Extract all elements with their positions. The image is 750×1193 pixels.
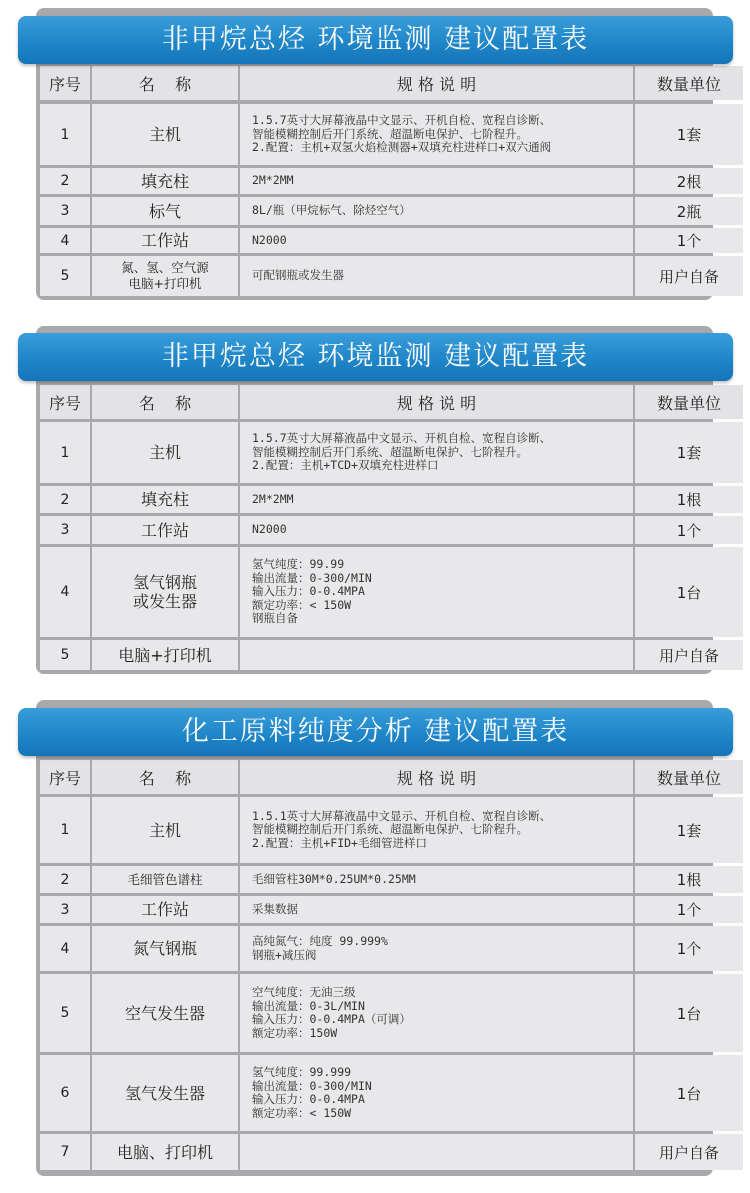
row-name: 填充柱 <box>92 486 238 513</box>
row-index: 5 <box>40 640 90 670</box>
row-spec: 1.5.1英寸大屏幕液晶中文显示、开机自检、宽程自诊断、 智能模糊控制后开门系统、超温断电保护、七阶程升。 2.配置：主机+FID+毛细管进样口 <box>240 797 633 863</box>
column-header: 名 称 <box>92 760 238 794</box>
table-title-banner: 非甲烷总烃 环境监测 建议配置表 <box>18 16 733 64</box>
row-quantity: 1套 <box>635 104 743 165</box>
row-index: 3 <box>40 197 90 225</box>
row-index: 4 <box>40 547 90 637</box>
row-spec: 可配钢瓶或发生器 <box>240 256 633 296</box>
row-quantity: 1套 <box>635 797 743 863</box>
row-quantity: 1个 <box>635 926 743 971</box>
row-name: 主机 <box>92 104 238 165</box>
row-index: 2 <box>40 168 90 194</box>
config-table-3 <box>36 700 721 1176</box>
row-spec: 毛细管柱30M*0.25UM*0.25MM <box>240 866 633 893</box>
row-index: 5 <box>40 256 90 296</box>
row-spec: 2M*2MM <box>240 486 633 513</box>
table-title-banner: 化工原料纯度分析 建议配置表 <box>18 708 733 756</box>
row-index: 3 <box>40 516 90 544</box>
row-name: 空气发生器 <box>92 974 238 1052</box>
column-header: 名 称 <box>92 385 238 419</box>
row-name: 标气 <box>92 197 238 225</box>
row-quantity: 2瓶 <box>635 197 743 225</box>
row-index: 4 <box>40 228 90 253</box>
row-index: 3 <box>40 896 90 923</box>
row-index: 1 <box>40 104 90 165</box>
column-header: 名 称 <box>92 66 238 100</box>
row-quantity: 1根 <box>635 866 743 893</box>
row-quantity: 2根 <box>635 168 743 194</box>
row-spec: N2000 <box>240 228 633 253</box>
column-header: 序号 <box>40 66 90 100</box>
column-header: 数量单位 <box>635 385 743 419</box>
row-index: 1 <box>40 422 90 483</box>
row-name: 氮、氢、空气源 电脑+打印机 <box>92 256 238 296</box>
row-name: 毛细管色谱柱 <box>92 866 238 893</box>
column-header: 序号 <box>40 760 90 794</box>
row-name: 氢气发生器 <box>92 1055 238 1131</box>
row-name: 氢气钢瓶 或发生器 <box>92 547 238 637</box>
row-spec: 氢气纯度：99.99 输出流量：0-300/MIN 输入压力：0-0.4MPA 额定功率：< 150W 钢瓶自备 <box>240 547 633 637</box>
row-quantity: 用户自备 <box>635 256 743 296</box>
row-name: 填充柱 <box>92 168 238 194</box>
row-spec <box>240 640 633 670</box>
row-spec: 高纯氮气：纯度 99.999% 钢瓶+减压阀 <box>240 926 633 971</box>
row-name: 氮气钢瓶 <box>92 926 238 971</box>
row-quantity: 1台 <box>635 547 743 637</box>
row-index: 5 <box>40 974 90 1052</box>
row-spec: 1.5.7英寸大屏幕液晶中文显示、开机自检、宽程自诊断、 智能模糊控制后开门系统、超温断电保护、七阶程升。 2.配置：主机+TCD+双填充柱进样口 <box>240 422 633 483</box>
row-quantity: 1个 <box>635 516 743 544</box>
column-header: 规 格 说 明 <box>240 385 633 419</box>
row-name: 电脑、打印机 <box>92 1134 238 1170</box>
column-header: 规 格 说 明 <box>240 66 633 100</box>
row-name: 工作站 <box>92 896 238 923</box>
row-spec: 2M*2MM <box>240 168 633 194</box>
row-index: 1 <box>40 797 90 863</box>
row-quantity: 用户自备 <box>635 1134 743 1170</box>
row-spec: 8L/瓶（甲烷标气、除烃空气） <box>240 197 633 225</box>
row-quantity: 1个 <box>635 896 743 923</box>
row-index: 4 <box>40 926 90 971</box>
row-quantity: 1个 <box>635 228 743 253</box>
row-spec: N2000 <box>240 516 633 544</box>
table-title-banner: 非甲烷总烃 环境监测 建议配置表 <box>18 333 733 381</box>
row-name: 工作站 <box>92 228 238 253</box>
row-spec <box>240 1134 633 1170</box>
row-quantity: 用户自备 <box>635 640 743 670</box>
row-quantity: 1根 <box>635 486 743 513</box>
row-spec: 采集数据 <box>240 896 633 923</box>
column-header: 数量单位 <box>635 66 743 100</box>
row-spec: 1.5.7英寸大屏幕液晶中文显示、开机自检、宽程自诊断、 智能模糊控制后开门系统、超温断电保护、七阶程升。 2.配置：主机+双氢火焰检测器+双填充柱进样口+双六通阀 <box>240 104 633 165</box>
row-index: 6 <box>40 1055 90 1131</box>
row-quantity: 1套 <box>635 422 743 483</box>
row-spec: 氢气纯度：99.999 输出流量：0-300/MIN 输入压力：0-0.4MPA 额定功率：< 150W <box>240 1055 633 1131</box>
row-name: 电脑+打印机 <box>92 640 238 670</box>
row-quantity: 1台 <box>635 1055 743 1131</box>
column-header: 数量单位 <box>635 760 743 794</box>
row-name: 主机 <box>92 422 238 483</box>
row-name: 主机 <box>92 797 238 863</box>
row-name: 工作站 <box>92 516 238 544</box>
row-spec: 空气纯度：无油三级 输出流量：0-3L/MIN 输入压力：0-0.4MPA（可调） 额定功率：150W <box>240 974 633 1052</box>
row-index: 2 <box>40 486 90 513</box>
column-header: 规 格 说 明 <box>240 760 633 794</box>
row-index: 2 <box>40 866 90 893</box>
row-index: 7 <box>40 1134 90 1170</box>
column-header: 序号 <box>40 385 90 419</box>
row-quantity: 1台 <box>635 974 743 1052</box>
